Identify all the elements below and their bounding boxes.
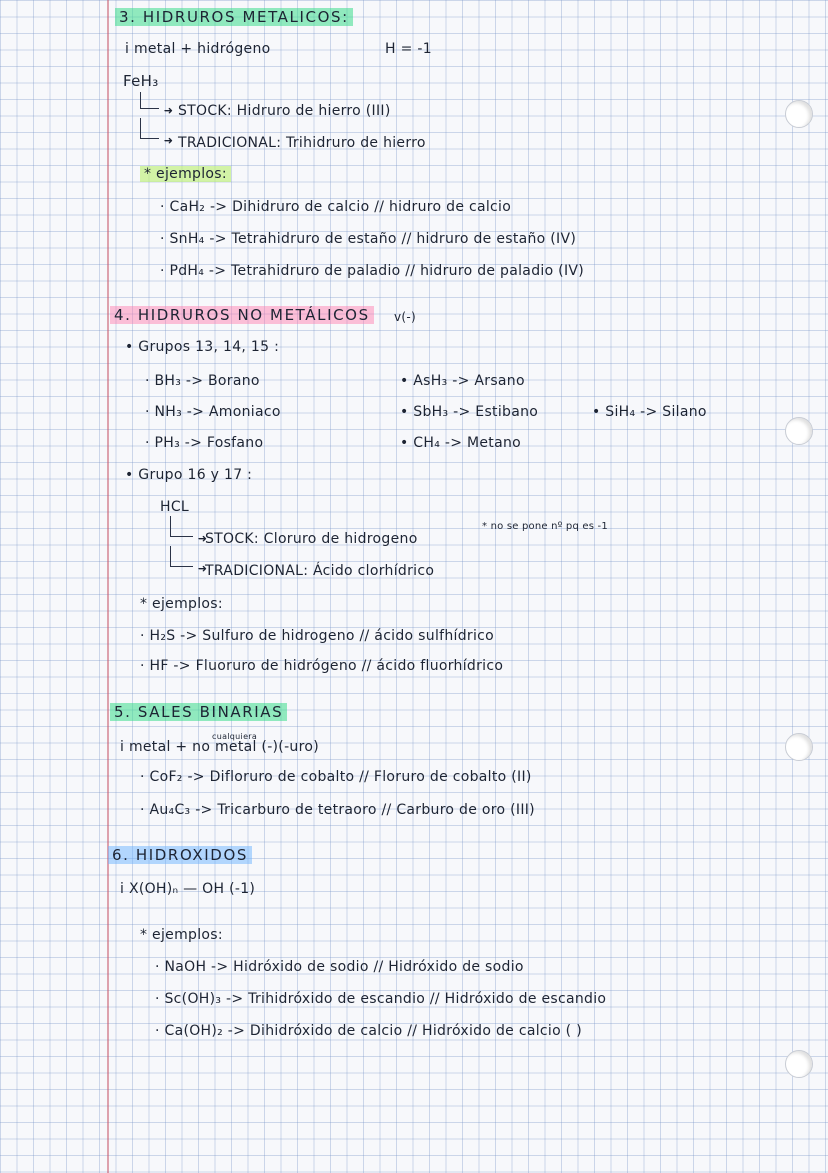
section-4-title: 4. HIDRUROS NO METÁLICOS [110, 306, 374, 324]
example-item: · NaOH -> Hidróxido de sodio // Hidróxido de sodio [155, 959, 524, 975]
arrow-icon [170, 516, 193, 537]
traditional-name: TRADICIONAL: Ácido clorhídrico [205, 563, 435, 579]
arrow-icon [140, 92, 159, 109]
stock-name: STOCK: Hidruro de hierro (III) [178, 103, 391, 119]
example-item: · Au₄C₃ -> Tricarburo de tetraoro // Carburo de oro (III) [140, 802, 535, 818]
example-item: · H₂S -> Sulfuro de hidrogeno // ácido sulfhídrico [140, 628, 495, 644]
formula-definition: i X(OH)ₙ — OH (-1) [120, 881, 256, 897]
groups-label: • Grupos 13, 14, 15 : [125, 339, 280, 355]
examples-label: * ejemplos: [140, 165, 231, 183]
binder-hole [785, 417, 813, 445]
example-item: · Ca(OH)₂ -> Dihidróxido de calcio // Hidróxido de calcio ( ) [155, 1023, 582, 1039]
arrow-icon [170, 546, 193, 567]
examples-label: * ejemplos: [140, 927, 223, 943]
binder-hole [785, 100, 813, 128]
section-5-title: 5. SALES BINARIAS [110, 703, 287, 721]
compound-item: • AsH₃ -> Arsano [400, 373, 525, 389]
h-value: H = -1 [385, 41, 432, 57]
compound-item: • SiH₄ -> Silano [592, 404, 707, 420]
examples-label: * ejemplos: [140, 596, 223, 612]
section-6-title: 6. HIDROXIDOS [108, 846, 252, 864]
compound-item: · BH₃ -> Borano [145, 373, 260, 389]
formula-definition: i metal + hidrógeno [125, 41, 271, 57]
example-item: · SnH₄ -> Tetrahidruro de estaño // hidruro de estaño (IV) [160, 231, 577, 247]
example-item: · Sc(OH)₃ -> Trihidróxido de escandio // Hidróxido de escandio [155, 991, 607, 1007]
stock-name: STOCK: Cloruro de hidrogeno [205, 531, 418, 547]
annotation: cualquiera [212, 732, 258, 741]
binder-hole [785, 1050, 813, 1078]
section-3-title: 3. HIDRUROS METALICOS: [115, 8, 353, 26]
formula-definition: i metal + no metal (-)(-uro) [120, 739, 319, 755]
binder-hole [785, 733, 813, 761]
example-compound: HCL [160, 499, 190, 515]
side-note: * no se pone nº pq es -1 [482, 521, 608, 532]
example-item: · CaH₂ -> Dihidruro de calcio // hidruro de calcio [160, 199, 512, 215]
compound-item: • CH₄ -> Metano [400, 435, 522, 451]
compound-item: • SbH₃ -> Estibano [400, 404, 539, 420]
compound-item: · NH₃ -> Amoniaco [145, 404, 281, 420]
example-item: · HF -> Fluoruro de hidrógeno // ácido fluorhídrico [140, 658, 504, 674]
arrow-icon [140, 118, 159, 139]
traditional-name: TRADICIONAL: Trihidruro de hierro [178, 135, 426, 151]
group2-label: • Grupo 16 y 17 : [125, 467, 253, 483]
compound-item: · PH₃ -> Fosfano [145, 435, 264, 451]
example-item: · PdH₄ -> Tetrahidruro de paladio // hidruro de paladio (IV) [160, 263, 585, 279]
valence-label: v(-) [394, 310, 416, 324]
example-item: · CoF₂ -> Difloruro de cobalto // Floruro de cobalto (II) [140, 769, 532, 785]
example-compound: FeH₃ [123, 72, 159, 90]
margin-line [107, 0, 109, 1173]
